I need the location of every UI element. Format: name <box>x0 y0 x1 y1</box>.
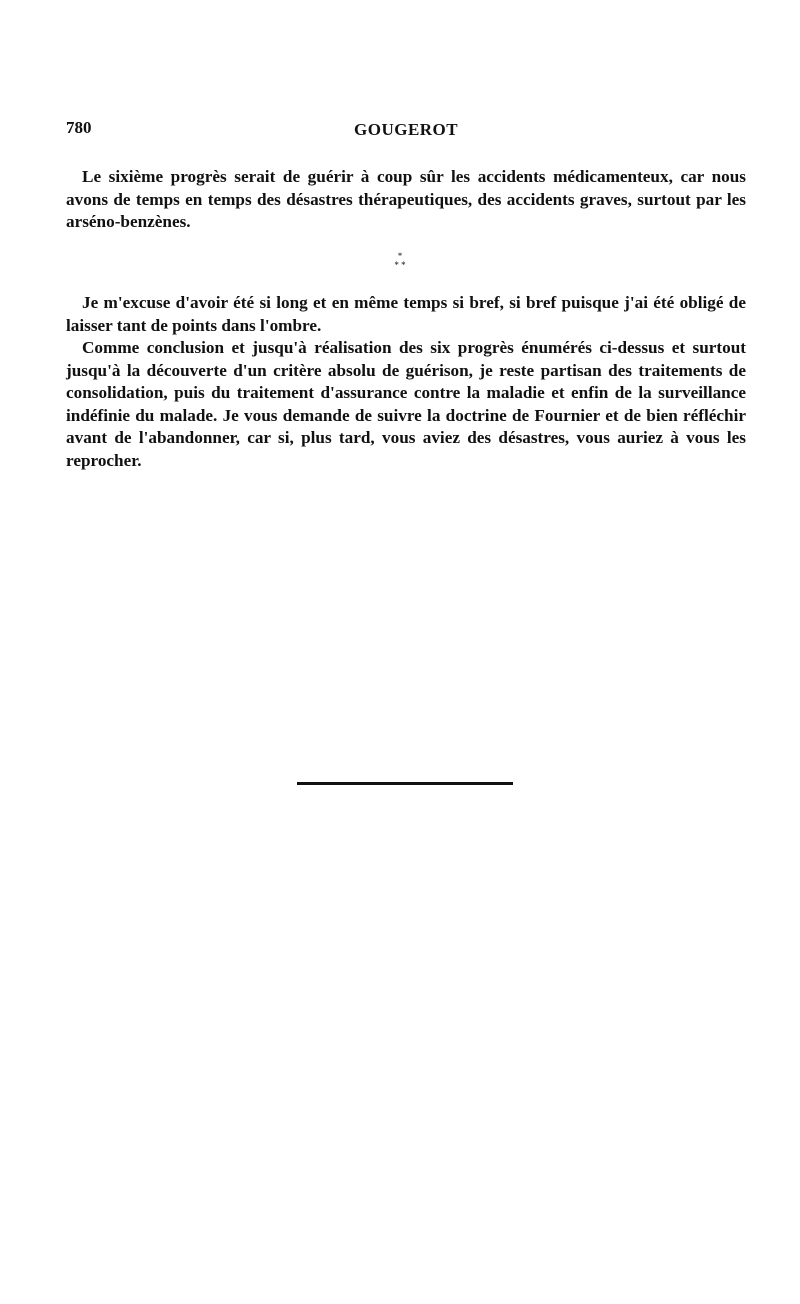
end-rule <box>297 782 513 785</box>
body-section-1 <box>66 166 746 234</box>
paragraph-conclusion: Comme conclusion et jusqu'à réalisation des six progrès énumérés ci-dessus et surtout jusqu'à la découverte d'un critère absolu de guérison, je reste partisan des traitements de consolidation, puis du traitement d'assurance contre la maladie et enfin de la surveillance indéfinie du malade. Je vous demande de suivre la doctrine de Fournier et de bien réfléchir avant de l'abandonner, car si, plus tard, vous aviez des désastres, vous auriez à vous les reprocher. <box>66 338 746 470</box>
running-head: GOUGEROT <box>354 120 459 139</box>
page-number: 780 <box>66 118 92 137</box>
paragraph-apology: Je m'excuse d'avoir été si long et en même temps si bref, si bref puisque j'ai été obligé de laisser tant de points dans l'ombre. <box>66 293 746 335</box>
asterism-top: * <box>397 251 403 261</box>
paragraph-sixth-progress: Le sixième progrès serait de guérir à coup sûr les accidents médicamenteux, car nous avons de temps en temps des désastres thérapeutiques, des accidents graves, surtout par les arséno-benzènes. <box>66 167 746 231</box>
body-section-2 <box>66 292 746 472</box>
asterism-separator <box>380 252 420 276</box>
page-header <box>66 118 746 142</box>
asterism-bottom: * * <box>394 260 406 270</box>
